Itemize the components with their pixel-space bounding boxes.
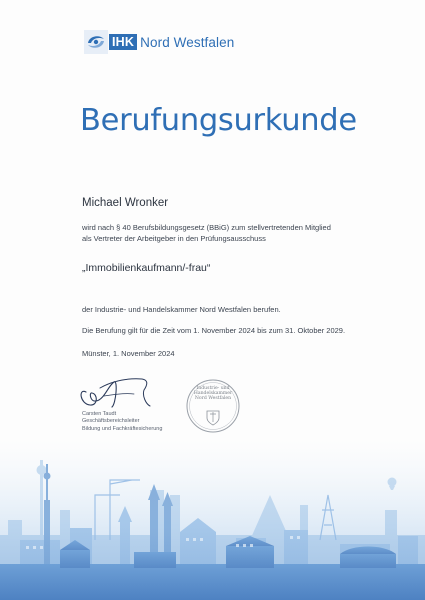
place-date: Münster, 1. November 2024 <box>82 349 175 358</box>
seal-inscription: Industrie- und Handelskammer Nord Westfalen <box>193 386 233 402</box>
document-title: Berufungsurkunde <box>80 103 357 138</box>
signatory-department: Bildung und Fachkräftesicherung <box>82 425 163 432</box>
logo-region-name: Nord Westfalen <box>140 34 235 50</box>
signatory-name: Carsten Taudt <box>82 411 117 417</box>
handwritten-signature <box>74 374 158 410</box>
ihk-swirl-icon <box>84 30 108 54</box>
signatory-role: Geschäftsbereichsleiter <box>82 418 140 425</box>
signatory-block <box>82 411 162 433</box>
ihk-logo <box>84 30 234 54</box>
recipient-name: Michael Wronker <box>82 197 169 209</box>
validity-line: Die Berufung gilt für die Zeit vom 1. November 2024 bis zum 31. Oktober 2029. <box>82 326 346 335</box>
profession-title: „Immobilienkaufmann/-frau“ <box>82 262 211 274</box>
intro-line-1: wird nach § 40 Berufsbildungsgesetz (BBiG) zum stellvertretenden Mitglied <box>82 223 331 232</box>
city-skyline-illustration <box>0 440 425 600</box>
logo-abbreviation: IHK <box>109 34 137 50</box>
intro-line-2: als Vertreter der Arbeitgeber in den Prüfungsausschuss <box>82 234 266 243</box>
chamber-line: der Industrie- und Handelskammer Nord Westfalen berufen. <box>82 305 281 314</box>
